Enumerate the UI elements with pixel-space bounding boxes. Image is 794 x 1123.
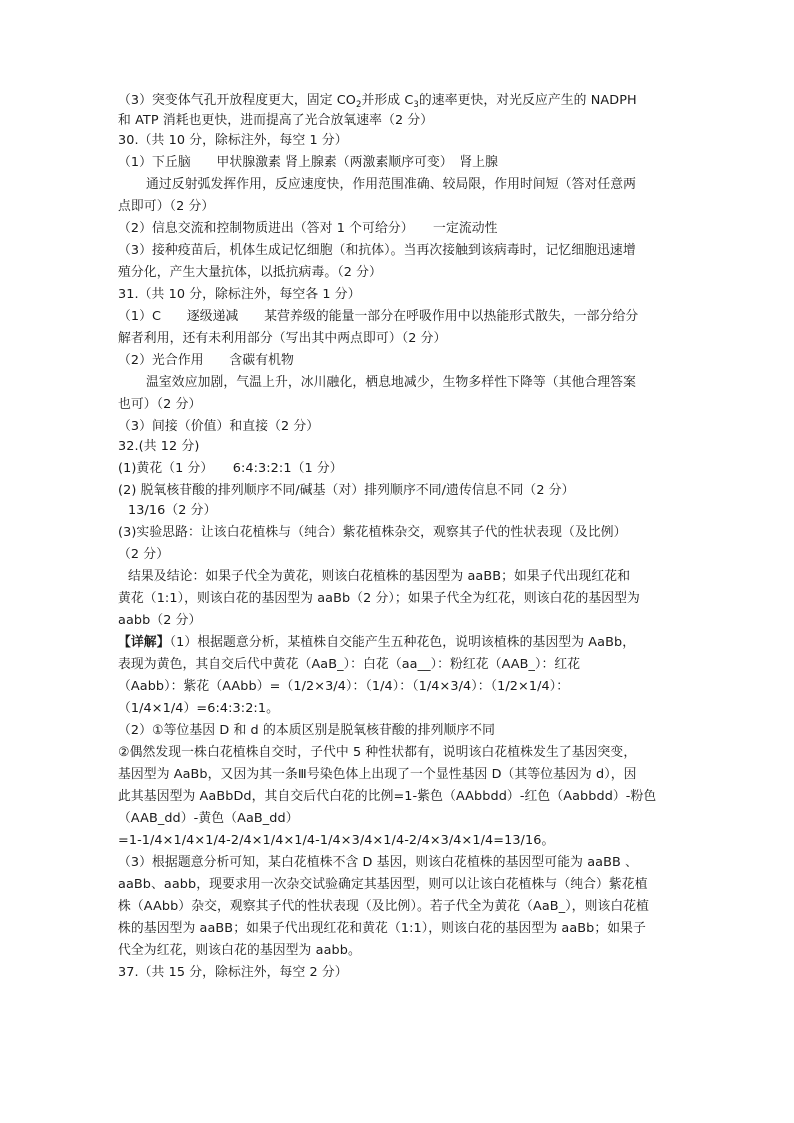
text-run: 代全为红花，则该白花的基因型为 aabb。 — [118, 943, 361, 958]
text-line — [118, 198, 214, 216]
text-run: （3）根据题意分析可知，某白花植株不含 D 基因，则该白花植株的基因型可能为 aaBB 、 — [118, 855, 638, 870]
text-line — [118, 810, 299, 828]
text-line — [118, 788, 656, 806]
text-run: （1）C 逐级递减 某营养级的能量一部分在呼吸作用中以热能形式散失，一部分给分 — [118, 309, 639, 324]
subscript: 2 — [355, 100, 362, 110]
text-run: 表现为黄色，其自交后代中黄花（AaB_）：白花（aa__）：粉红花（AAB_）：红花 — [118, 657, 581, 672]
text-run: 解者利用，还有未利用部分（写出其中两点即可）（2 分） — [118, 331, 447, 346]
text-run: 37.（共 15 分，除标注外，每空 2 分） — [118, 965, 348, 980]
text-line — [118, 612, 201, 630]
text-run: 点即可）（2 分） — [118, 199, 215, 214]
text-run: 并形成 C — [361, 93, 414, 108]
text-run: 32.(共 12 分) — [118, 439, 200, 454]
text-run: （1）下丘脑 甲状腺激素 肾上腺素（两激素顺序可变） 肾上腺 — [118, 155, 499, 170]
text-run: （3）接种疫苗后，机体生成记忆细胞（和抗体）。当再次接触到该病毒时，记忆细胞迅速增 — [118, 243, 636, 258]
text-line — [118, 766, 637, 784]
text-line — [118, 264, 382, 282]
text-line — [118, 678, 569, 696]
text-line — [118, 964, 348, 982]
text-run: 殖分化，产生大量抗体，以抵抗病毒。（2 分） — [118, 265, 382, 280]
text-run: (1)黄花（1 分） 6:4:3:2:1（1 分） — [118, 461, 343, 476]
text-run: 此其基因型为 AaBbDd，其自交后代白花的比例=1-紫色（AAbbdd）-红色（Aabbdd）-粉色 — [118, 789, 657, 804]
text-run: 30.（共 10 分，除标注外，每空 1 分） — [118, 133, 348, 148]
text-line — [118, 286, 361, 304]
text-line — [118, 920, 646, 938]
text-line — [118, 744, 636, 762]
text-line — [118, 330, 446, 348]
text-line — [146, 374, 636, 392]
text-run: 结果及结论：如果子代全为黄花，则该白花植株的基因型为 aaBB；如果子代出现红花和 — [128, 569, 631, 584]
text-line — [118, 656, 580, 674]
text-line — [118, 832, 554, 850]
text-line — [118, 438, 199, 456]
text-run: ②偶然发现一株白花植株自交时，子代中 5 种性状都有，说明该白花植株发生了基因突变， — [118, 745, 637, 760]
text-line — [128, 502, 216, 520]
text-run: （2）信息交流和控制物质进出（答对 1 个可给分） 一定流动性 — [118, 221, 498, 236]
text-line — [118, 396, 201, 414]
subscript: 3 — [413, 100, 419, 110]
text-run: （1）根据题意分析，某植株自交能产生五种花色，说明该植株的基因型为 AaBb， — [169, 635, 636, 650]
text-line — [128, 568, 630, 586]
text-line — [146, 176, 636, 194]
text-run: 黄花（1:1），则该白花的基因型为 aaBb（2 分）；如果子代全为红花，则该白花的基因型为 — [118, 591, 640, 606]
text-run: 也可）（2 分） — [118, 397, 202, 412]
text-run: =1-1/4×1/4×1/4-2/4×1/4×1/4-1/4×3/4×1/4-2/4×3/4×1/4=13/16。 — [118, 833, 555, 848]
text-line — [118, 590, 640, 608]
text-run: （AAB_dd）-黄色（AaB_dd） — [118, 811, 299, 826]
text-run: 13/16（2 分） — [128, 503, 217, 518]
text-line — [118, 700, 279, 718]
text-line — [118, 460, 343, 478]
text-run: （3）间接（价值）和直接（2 分） — [118, 419, 320, 434]
text-run: 温室效应加剧，气温上升，冰川融化，栖息地减少，生物多样性下降等（其他合理答案 — [146, 375, 637, 390]
text-run: （2 分） — [118, 547, 170, 562]
text-line — [118, 154, 498, 172]
bold-label: 【详解】 — [118, 635, 170, 650]
text-line — [118, 220, 498, 238]
text-run: 基因型为 AaBb，又因为其一条Ⅲ号染色体上出现了一个显性基因 D（其等位基因为 d），因 — [118, 767, 637, 782]
text-line — [118, 876, 648, 894]
text-run: （3）突变体气孔开放程度更大，固定 CO — [118, 93, 356, 108]
text-line — [118, 112, 433, 130]
text-run: aaBb、aabb，现要求用一次杂交试验确定其基因型，则可以让该白花植株与（纯合）紫花植 — [118, 877, 648, 892]
text-run: (3)实验思路：让该白花植株与（纯合）紫花植株杂交，观察其子代的性状表现（及比例） — [118, 525, 627, 540]
text-run: (2) 脱氧核苷酸的排列顺序不同/碱基（对）排列顺序不同/遗传信息不同（2 分） — [118, 483, 575, 498]
text-run: aabb（2 分） — [118, 613, 202, 628]
text-run: （2）光合作用 含碳有机物 — [118, 353, 294, 368]
text-line — [118, 132, 348, 150]
text-run: 通过反射弧发挥作用，反应速度快，作用范围准确、较局限，作用时间短（答对任意两 — [146, 177, 637, 192]
text-line — [118, 722, 495, 740]
text-line — [118, 524, 627, 542]
text-line — [118, 418, 319, 436]
text-line — [118, 898, 649, 916]
text-run: （2）①等位基因 D 和 d 的本质区别是脱氧核苷酸的排列顺序不同 — [118, 723, 496, 738]
text-line — [118, 546, 169, 564]
text-line — [118, 242, 636, 260]
text-line — [118, 634, 635, 652]
text-run: 株（AAbb）杂交，观察其子代的性状表现（及比例）。若子代全为黄花（AaB_），则该白花植 — [118, 899, 650, 914]
text-line — [118, 92, 637, 114]
text-line — [118, 482, 575, 500]
text-run: （1/4×1/4）=6:4:3:2:1。 — [118, 701, 279, 716]
text-line — [118, 854, 638, 872]
text-line — [118, 352, 294, 370]
text-run: 株的基因型为 aaBB；如果子代出现红花和黄花（1:1），则该白花的基因型为 aaBb；如果子 — [118, 921, 646, 936]
text-run: 的速率更快，对光反应产生的 NADPH — [418, 93, 637, 108]
text-run: 和 ATP 消耗也更快，进而提高了光合放氧速率（2 分） — [118, 113, 434, 128]
text-run: 31.（共 10 分，除标注外，每空各 1 分） — [118, 287, 361, 302]
text-line — [118, 942, 361, 960]
text-line — [118, 308, 638, 326]
text-run: （Aabb）：紫花（AAbb）=（1/2×3/4）：（1/4）：（1/4×3/4）：（1/2×1/4）： — [118, 679, 570, 694]
